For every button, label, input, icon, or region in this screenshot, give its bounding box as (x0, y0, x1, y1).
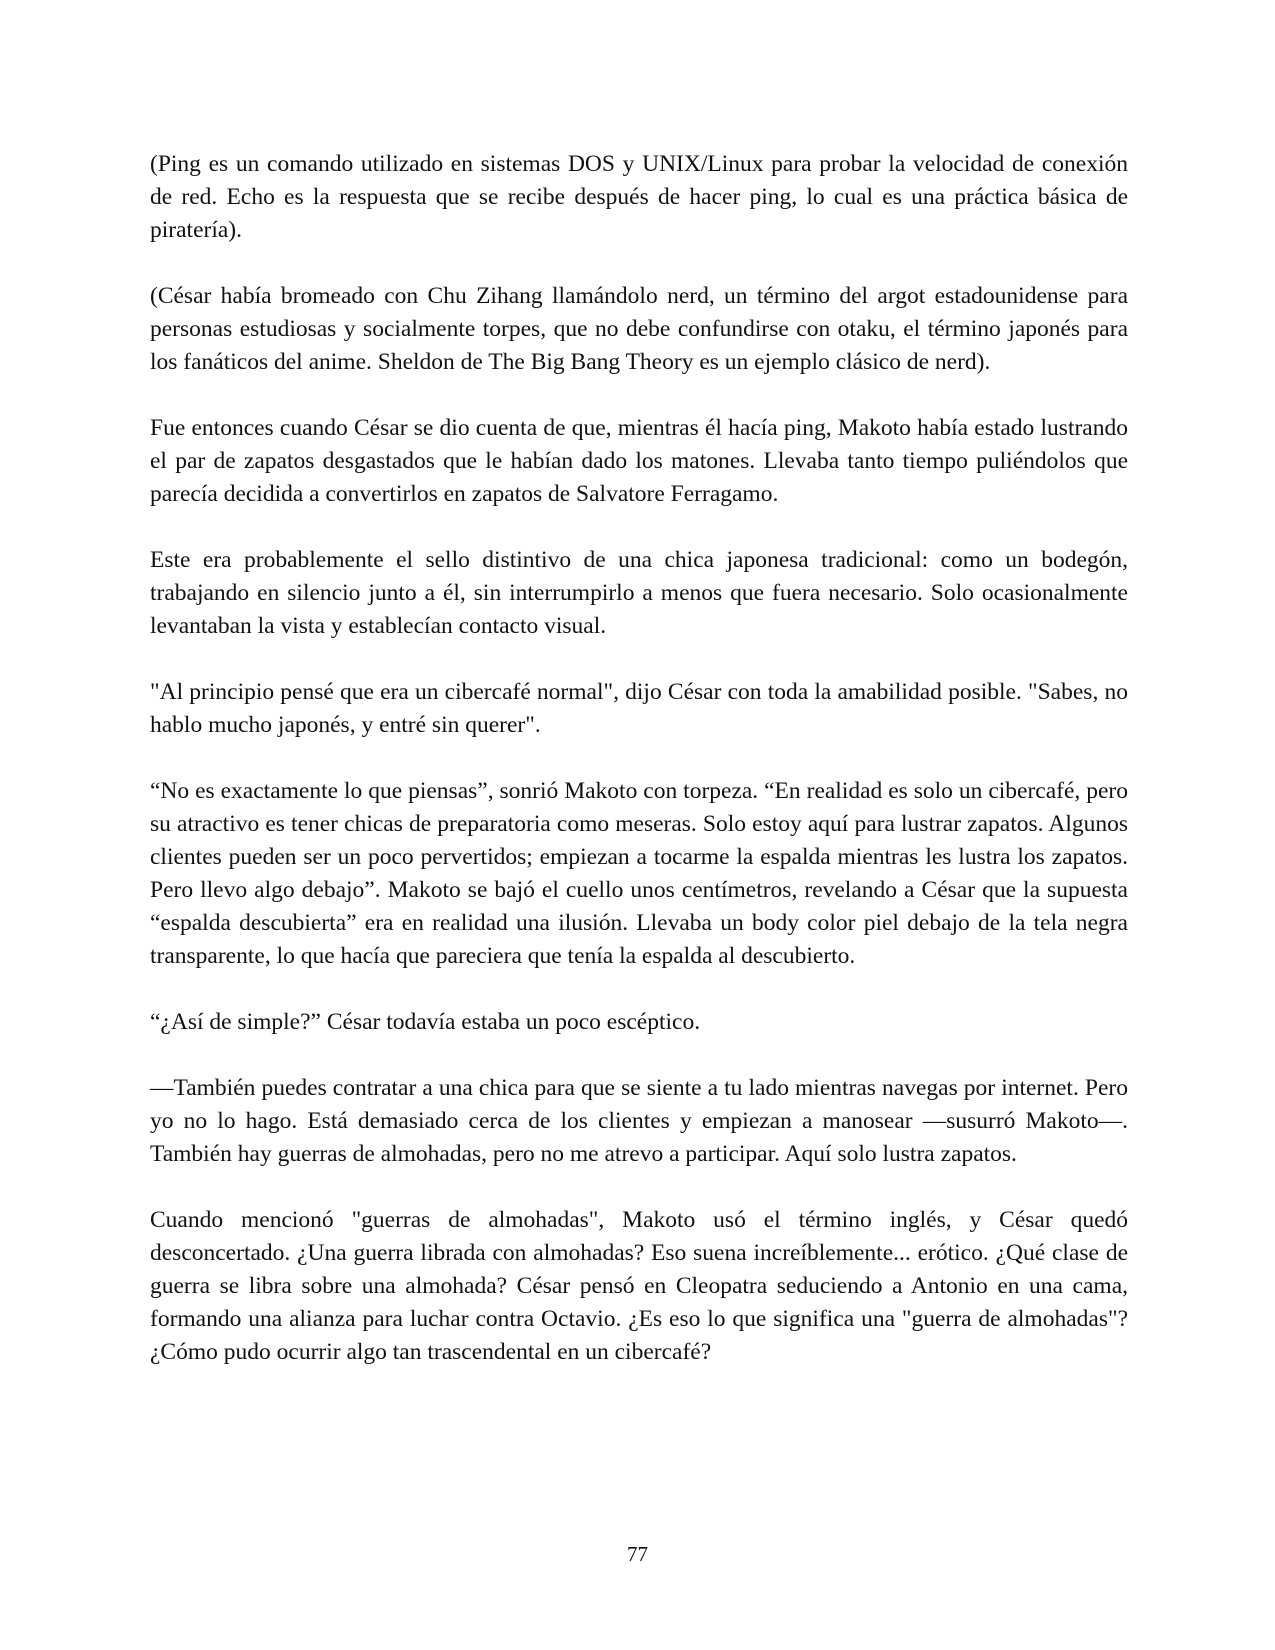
paragraph-nerd-note: (César había bromeado con Chu Zihang llamándolo nerd, un término del argot estadounidense para personas estudiosas y socialmente torpes, que no debe confundirse con otaku, el término japonés para los fanáticos del anime. Sheldon de The Big Bang Theory es un ejemplo clásico de nerd). (150, 283, 1128, 375)
paragraph-ping-note: (Ping es un comando utilizado en sistemas DOS y UNIX/Linux para probar la velocidad de conexión de red. Echo es la respuesta que se recibe después de hacer ping, lo cual es una práctica básica de piratería). (150, 151, 1128, 243)
paragraph-pillow-fights-mention: —También puedes contratar a una chica para que se siente a tu lado mientras navegas por internet. Pero yo no lo hago. Está demasiado cerca de los clientes y empiezan a manosear —susurró Makoto—. También hay guerras de almohadas, pero no me atrevo a participar. Aquí solo lustra zapatos. (150, 1075, 1128, 1167)
paragraph-shoe-polishing: Fue entonces cuando César se dio cuenta de que, mientras él hacía ping, Makoto había estado lustrando el par de zapatos desgastados que le habían dado los matones. Llevaba tanto tiempo puliéndolos que parecía decidida a convertirlos en zapatos de Salvatore Ferragamo. (150, 415, 1128, 507)
paragraph-skeptical: “¿Así de simple?” César todavía estaba un poco escéptico. (150, 1009, 701, 1035)
paragraph-makoto-explanation: “No es exactamente lo que piensas”, sonrió Makoto con torpeza. “En realidad es solo un cibercafé, pero su atractivo es tener chicas de preparatoria como meseras. Solo estoy aquí para lustrar zapatos. Algunos clientes pueden ser un poco pervertidos; empiezan a tocarme la espalda mientras les lustra los zapatos. Pero llevo algo debajo”. Makoto se bajó el cuello unos centímetros, revelando a César que la supuesta “espalda descubierta” era en realidad una ilusión. Llevaba un body color piel debajo de la tela negra transparente, lo que hacía que pareciera que tenía la espalda al descubierto. (150, 778, 1128, 969)
paragraph-cesar-dialogue: "Al principio pensé que era un cibercafé normal", dijo César con toda la amabilidad posible. "Sabes, no hablo mucho japonés, y entré sin querer". (150, 679, 1128, 738)
page-number: 77 (627, 1542, 648, 1566)
paragraph-japanese-girl: Este era probablemente el sello distintivo de una chica japonesa tradicional: como un bodegón, trabajando en silencio junto a él, sin interrumpirlo a menos que fuera necesario. Solo ocasionalmente levantaban la vista y establecían contacto visual. (150, 547, 1128, 639)
paragraph-pillow-war: Cuando mencionó "guerras de almohadas", Makoto usó el término inglés, y César quedó desconcertado. ¿Una guerra librada con almohadas? Eso suena increíblemente... erótico. ¿Qué clase de guerra se libra sobre una almohada? César pensó en Cleopatra seduciendo a Antonio en una cama, formando una alianza para luchar contra Octavio. ¿Es eso lo que significa una "guerra de almohadas"? ¿Cómo pudo ocurrir algo tan trascendental en un cibercafé? (150, 1207, 1128, 1365)
page-body (150, 148, 1128, 1402)
